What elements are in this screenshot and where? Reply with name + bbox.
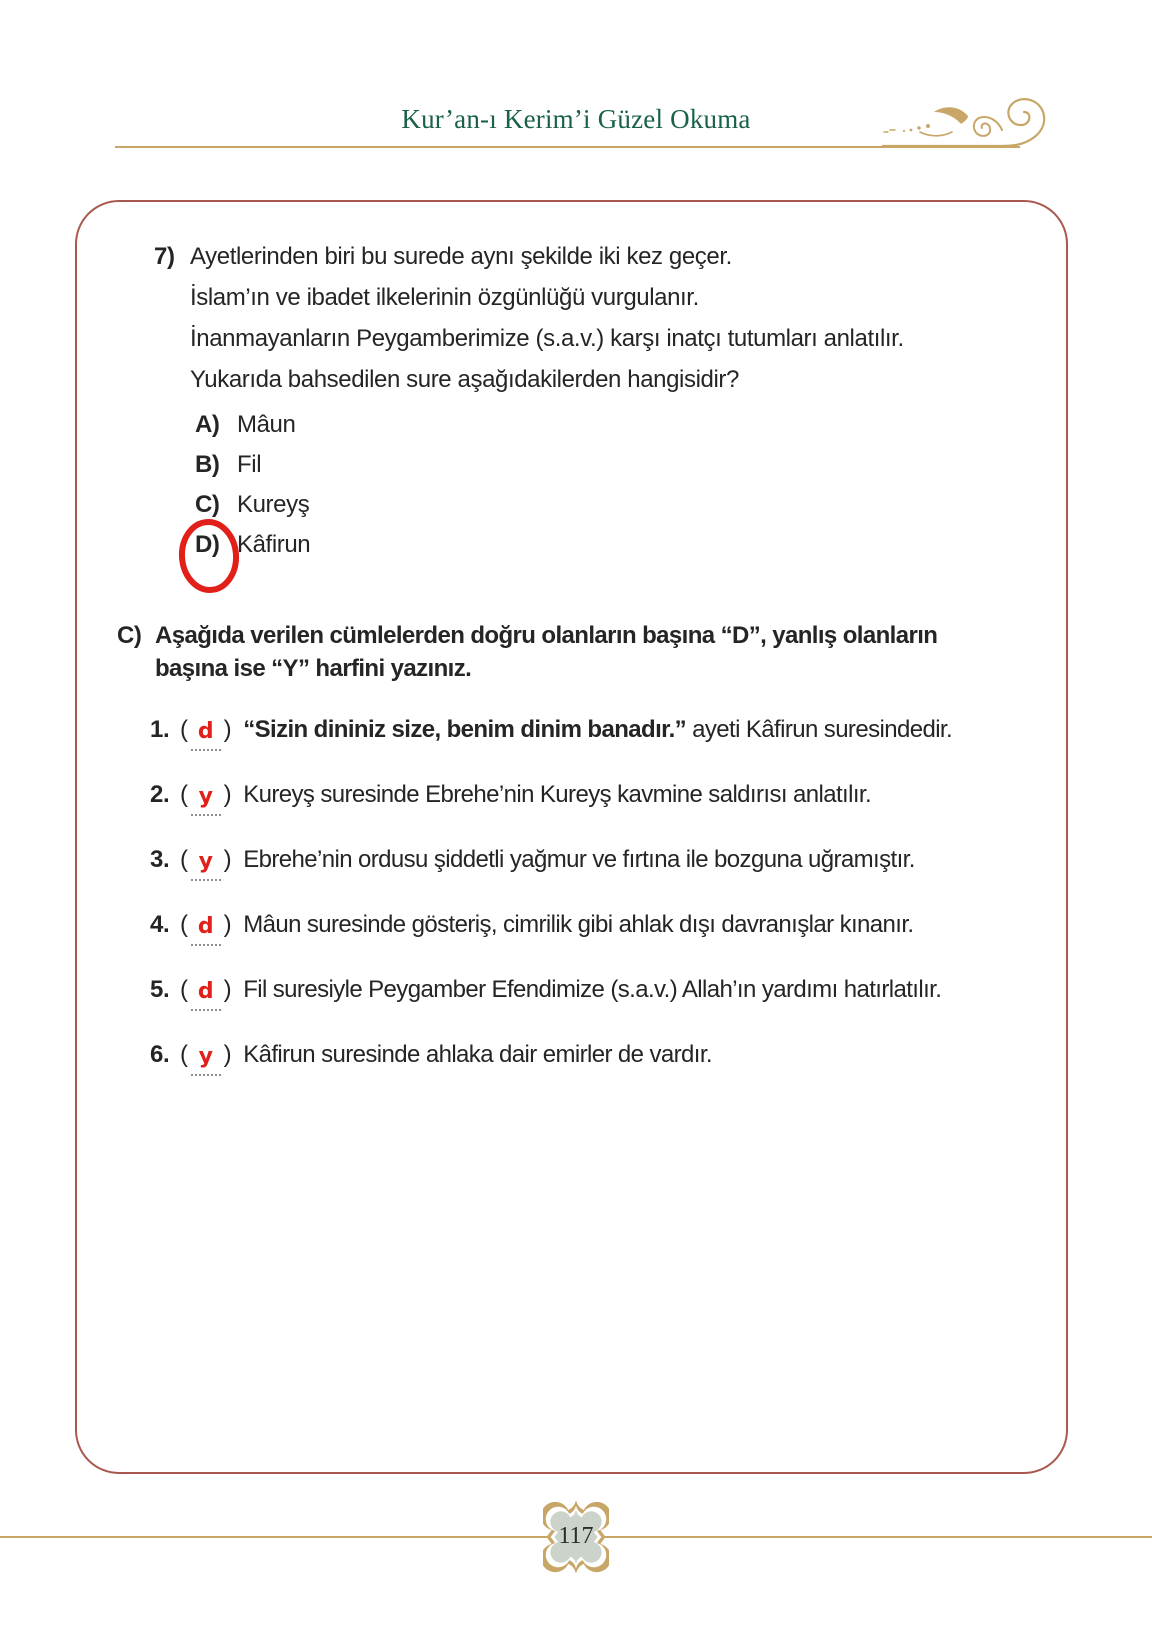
option-letter: C) <box>195 491 220 518</box>
option-letter: B) <box>195 451 220 478</box>
item-number: 3. <box>150 846 170 873</box>
item-number: 2. <box>150 781 170 808</box>
item-number: 1. <box>150 716 170 743</box>
answer-letter: y <box>198 849 213 874</box>
answer-blank <box>191 711 221 751</box>
option-letter: D) <box>195 525 237 565</box>
item-number: 4. <box>150 911 170 938</box>
answer-blank <box>191 776 221 816</box>
answer-blank <box>191 1036 221 1076</box>
page-title: Kur’an-ı Kerim’i Güzel Okuma <box>401 104 751 134</box>
answer-letter: d <box>197 719 214 744</box>
option-row-a <box>195 405 1036 445</box>
tf-item-4 <box>150 906 1036 946</box>
question-line: İnanmayanların Peygamberimize (s.a.v.) karşı inatçı tutumları anlatılır. <box>190 325 904 352</box>
option-text: Kâfirun <box>237 531 311 558</box>
question-7 <box>154 236 1036 400</box>
item-number: 6. <box>150 1041 170 1068</box>
answer-letter: d <box>197 914 214 939</box>
section-c <box>117 619 1036 685</box>
answer-letter: y <box>198 784 213 809</box>
item-text <box>243 971 941 1008</box>
option-letter: A) <box>195 411 220 438</box>
answer-parens: ( y ) <box>180 841 231 881</box>
content-box <box>75 200 1068 1474</box>
item-number: 5. <box>150 976 170 1003</box>
tf-item-1 <box>150 711 1036 751</box>
option-row-d <box>195 525 1036 565</box>
tf-item-3 <box>150 841 1036 881</box>
item-regular-text: Kâfirun suresinde ahlaka dair emirler de vardır. <box>243 1041 712 1068</box>
option-text: Fil <box>237 451 262 478</box>
item-text <box>243 776 871 813</box>
question-line: Ayetlerinden biri bu surede aynı şekilde iki kez geçer. <box>190 243 732 270</box>
item-text <box>243 841 915 878</box>
item-regular-text: Ebrehe’nin ordusu şiddetli yağmur ve fırtına ile bozguna uğramıştır. <box>243 846 915 873</box>
section-c-label: C) <box>117 622 142 649</box>
answer-parens: ( y ) <box>180 1036 231 1076</box>
item-text <box>243 1036 712 1073</box>
answer-parens: ( d ) <box>180 906 231 946</box>
section-c-instruction: başına ise “Y” harfini yazınız. <box>155 655 472 682</box>
item-regular-text: Mâun suresinde gösteriş, cimrilik gibi ahlak dışı davranışlar kınanır. <box>243 911 914 938</box>
answer-parens: ( d ) <box>180 711 231 751</box>
question-number: 7) <box>154 243 175 270</box>
item-regular-text: Fil suresiyle Peygamber Efendimize (s.a.v.) Allah’ın yardımı hatırlatılır. <box>243 976 942 1003</box>
answer-blank <box>191 971 221 1011</box>
answer-parens: ( y ) <box>180 776 231 816</box>
options-list <box>195 405 1036 565</box>
question-line: İslam’ın ve ibadet ilkelerinin özgünlüğü vurgulanır. <box>190 284 699 311</box>
answer-letter: d <box>197 979 214 1004</box>
tf-item-5 <box>150 971 1036 1011</box>
answer-blank <box>191 841 221 881</box>
flourish-ornament-icon <box>882 84 1057 148</box>
tf-item-6 <box>150 1036 1036 1076</box>
answer-circle-annotation <box>177 516 241 596</box>
answer-letter: y <box>198 1044 213 1069</box>
tf-item-2 <box>150 776 1036 816</box>
item-regular-text: ayeti Kâfirun suresindedir. <box>686 716 953 743</box>
question-line: Yukarıda bahsedilen sure aşağıdakilerden hangisidir? <box>190 366 739 393</box>
option-text: Mâun <box>237 411 296 438</box>
page-number: 117 <box>558 1523 594 1549</box>
item-regular-text: Kureyş suresinde Ebrehe’nin Kureyş kavmine saldırısı anlatılır. <box>243 781 872 808</box>
answer-blank <box>191 906 221 946</box>
item-text <box>243 711 952 748</box>
answer-parens: ( d ) <box>180 971 231 1011</box>
item-text <box>243 906 913 943</box>
item-bold-text: “Sizin dininiz size, benim dinim banadır.” <box>243 716 687 743</box>
section-c-instruction: Aşağıda verilen cümlelerden doğru olanların başına “D”, yanlış olanların <box>155 622 938 649</box>
tf-items <box>150 711 1036 1076</box>
option-row-c <box>195 485 1036 525</box>
option-row-b <box>195 445 1036 485</box>
option-text: Kureyş <box>237 491 310 518</box>
